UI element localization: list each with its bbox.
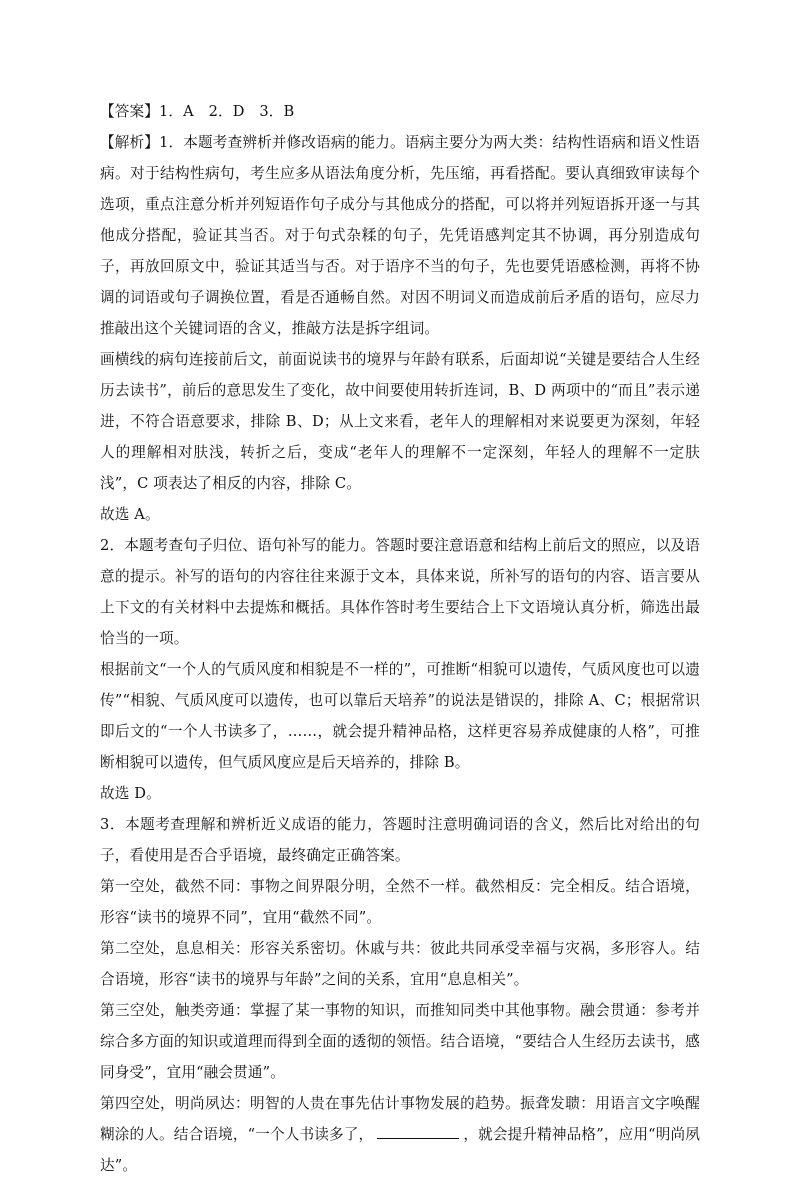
analysis-q3-intro: 3．本题考查理解和辨析近义成语的能力，答题时注意明确词语的含义，然后比对给出的句子，看使用是否合乎语境，最终确定正确答案。 bbox=[100, 816, 700, 864]
analysis-q3-blank1: 第一空处，截然不同：事物之间界限分明，全然不一样。截然相反：完全相反。结合语境，形容“读书的境界不同”，宜用“截然不同”。 bbox=[100, 878, 700, 926]
answer-line bbox=[100, 96, 700, 127]
analysis-label: 【解析】 bbox=[100, 134, 160, 151]
analysis-q1-detail: 画横线的病句连接前后文，前面说读书的境界与年龄有联系，后面却说“关键是要结合人生经历去读书”，前后的意思发生了变化，故中间要使用转折连词，B、D 两项中的“而且”表示递进，不符合语意要求，排除 B、D；从上文来看，老年人的理解相对来说要更为深刻，年轻人的理解相对肤浅，转折之后，变成“老年人的理解不一定深刻，年轻人的理解不一定肤浅”，C 项表达了相反的内容，排除 C。 bbox=[100, 351, 700, 492]
analysis-q3-blank3: 第三空处，触类旁通：掌握了某一事物的知识，而推知同类中其他事物。融会贯通：参考并综合多方面的知识或道理而得到全面的透彻的领悟。结合语境，“要结合人生经历去读书，感同身受”，宜用“融会贯通”。 bbox=[100, 1002, 700, 1081]
analysis-q2-conclusion: 故选 D。 bbox=[100, 785, 161, 802]
analysis-q1-intro-text: 1．本题考查辨析并修改语病的能力。语病主要分为两大类：结构性语病和语义性语病。对于结构性病句，考生应多从语法角度分析，先压缩，再看搭配。要认真细致审读每个选项，重点注意分析并列短语作句子成分与其他成分的搭配，可以将并列短语拆开逐一与其他成分搭配，验证其当否。对于句式杂糅的句子，先凭语感判定其不协调，再分别造成句子，再放回原文中，验证其适当与否。对于语序不当的句子，先也要凭语感检测，再将不协调的词语或句子调换位置，看是否通畅自然。对因不明词义而造成前后矛盾的语句，应尽力推敲出这个关键词语的含义，推敲方法是拆字组词。 bbox=[100, 134, 700, 337]
analysis-q3-blank2: 第二空处，息息相关：形容关系密切。休戚与共：彼此共同承受幸福与灾祸，多形容人。结合语境，形容“读书的境界与年龄”之间的关系，宜用“息息相关”。 bbox=[100, 940, 700, 988]
analysis-q3-blank4 bbox=[100, 1088, 700, 1181]
answer-label: 【答案】 bbox=[100, 103, 159, 120]
analysis-q1-conclusion: 故选 A。 bbox=[100, 506, 160, 523]
analysis-q1-intro bbox=[100, 127, 700, 344]
answer-text: 1．A 2．D 3．B bbox=[158, 103, 295, 120]
document-page bbox=[100, 96, 700, 1181]
fill-in-blank-line bbox=[377, 1124, 459, 1139]
analysis-q2-intro: 2．本题考查句子归位、语句补写的能力。答题时要注意语意和结构上前后文的照应，以及语意的提示。补写的语句的内容往往来源于文本，具体来说，所补写的语句的内容、语言要从上下文的有关材料中去提炼和概括。具体作答时考生要结合上下文语境认真分析，筛选出最恰当的一项。 bbox=[100, 537, 700, 647]
analysis-q2-detail: 根据前文“一个人的气质风度和相貌是不一样的”，可推断“相貌可以遗传，气质风度也可以遗传”“相貌、气质风度可以遗传，也可以靠后天培养”的说法是错误的，排除 A、C；根据常识即后文的“一个人书读多了，……，就会提升精神品格，这样更容易养成健康的人格”，可推断相貌可以遗传，但气质风度应是后天培养的，排除 B。 bbox=[100, 661, 700, 771]
analysis-q3-blank4-before: 第四空处，明尚夙达：明智的人贵在事先估计事物发展的趋势。振聋发聩：用语言文字唤醒糊涂的人。结合语境，“一个人书读多了， bbox=[100, 1095, 700, 1143]
analysis-q3-blank4-after: ，就会提升精神品格”，应用“明尚夙达”。 bbox=[100, 1126, 700, 1174]
